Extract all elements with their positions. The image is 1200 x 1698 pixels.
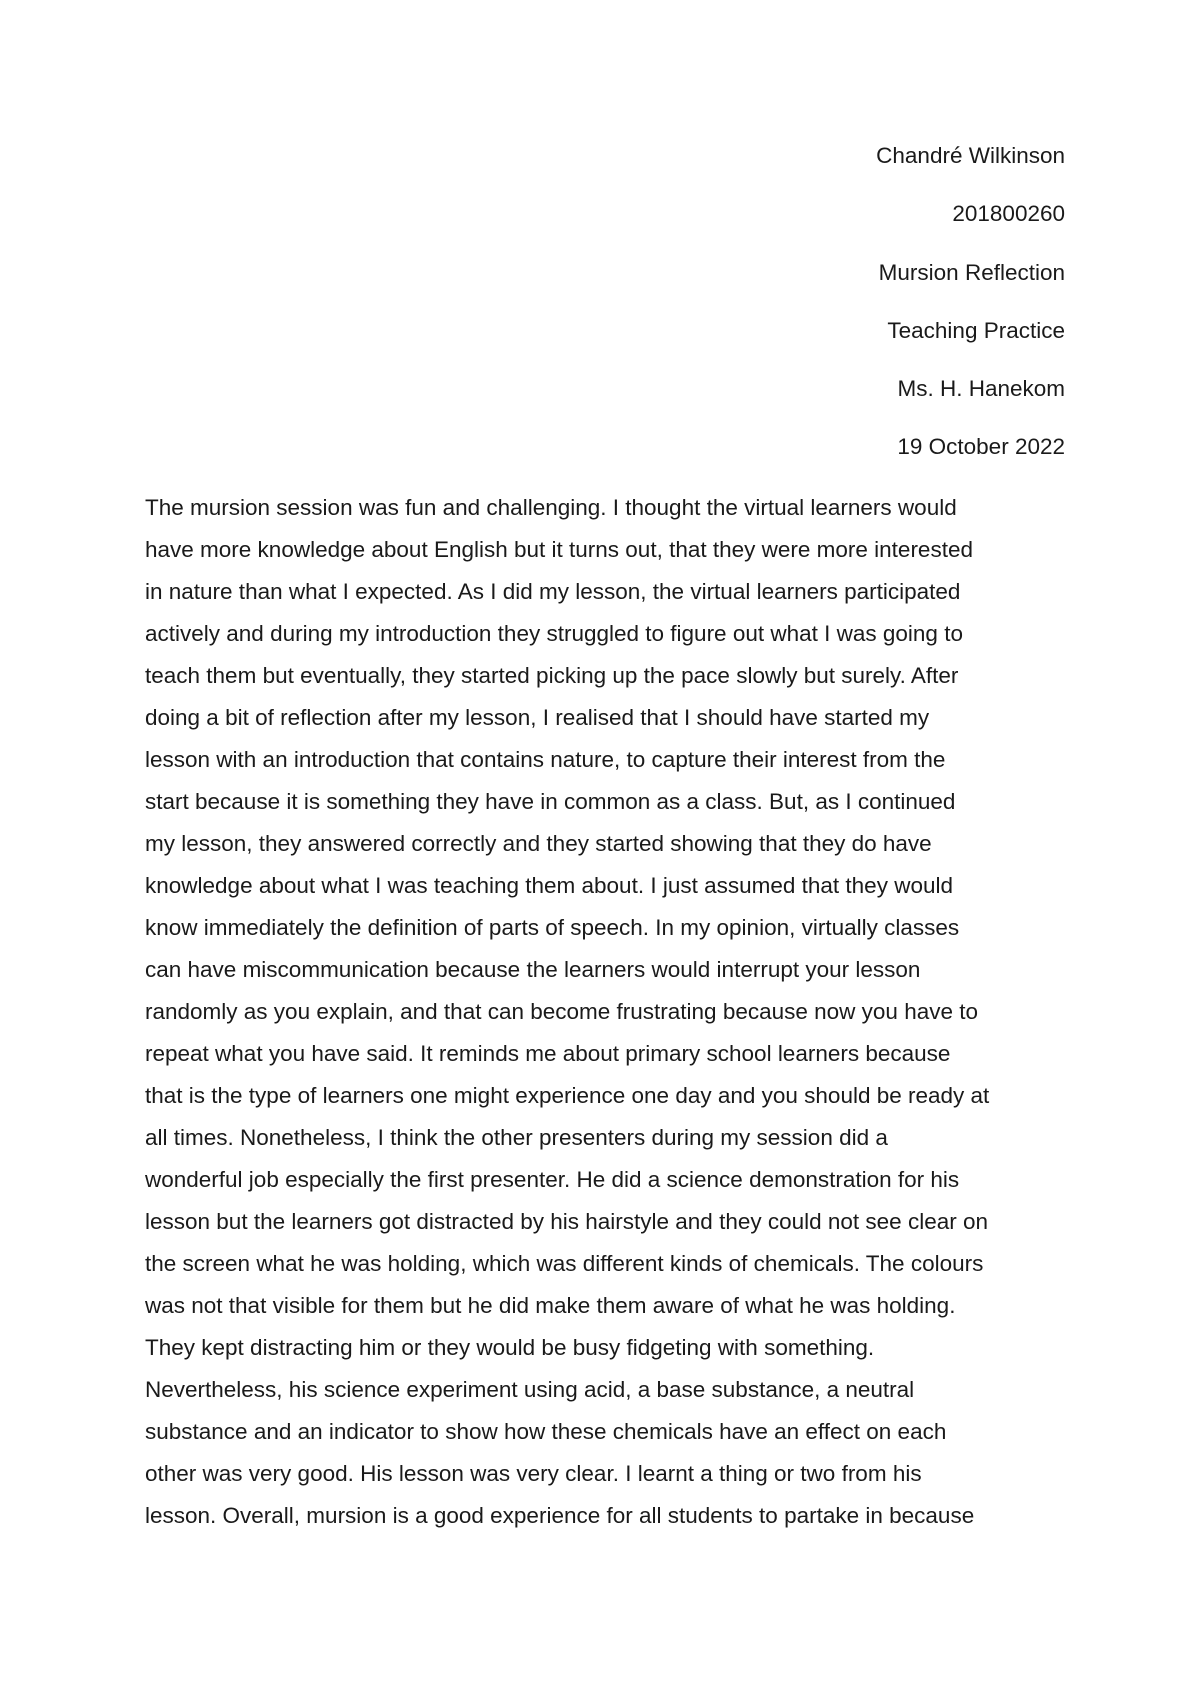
text-line: Nevertheless, his science experiment using acid, a base substance, a neutral xyxy=(145,1377,915,1402)
text-line: have more knowledge about English but it turns out, that they were more interested xyxy=(145,537,973,562)
lecturer-name: Ms. H. Hanekom xyxy=(897,376,1065,402)
text-line: lesson. Overall, mursion is a good experience for all students to partake in because xyxy=(145,1503,975,1528)
text-line: actively and during my introduction they struggled to figure out what I was going to xyxy=(145,621,963,646)
text-line: can have miscommunication because the learners would interrupt your lesson xyxy=(145,957,921,982)
text-line: the screen what he was holding, which was different kinds of chemicals. The colours xyxy=(145,1251,984,1276)
document-date: 19 October 2022 xyxy=(897,434,1065,460)
text-line: all times. Nonetheless, I think the other presenters during my session did a xyxy=(145,1125,888,1150)
body-paragraph xyxy=(145,494,1075,1544)
text-line: in nature than what I expected. As I did my lesson, the virtual learners participated xyxy=(145,579,961,604)
text-line: They kept distracting him or they would be busy fidgeting with something. xyxy=(145,1335,875,1360)
text-line: other was very good. His lesson was very clear. I learnt a thing or two from his xyxy=(145,1461,922,1486)
text-line: wonderful job especially the first presenter. He did a science demonstration for his xyxy=(145,1167,960,1192)
text-line: know immediately the definition of parts of speech. In my opinion, virtually classes xyxy=(145,915,960,940)
text-line: was not that visible for them but he did make them aware of what he was holding. xyxy=(145,1293,956,1318)
course-name: Teaching Practice xyxy=(887,317,1065,343)
text-line: lesson with an introduction that contains nature, to capture their interest from the xyxy=(145,747,946,772)
text-line: randomly as you explain, and that can become frustrating because now you have to xyxy=(145,999,979,1024)
author-name: Chandré Wilkinson xyxy=(876,143,1065,168)
text-line: doing a bit of reflection after my lesson, I realised that I should have started my xyxy=(145,705,930,730)
text-line: repeat what you have said. It reminds me about primary school learners because xyxy=(145,1041,951,1066)
text-line: lesson but the learners got distracted by his hairstyle and they could not see clear on xyxy=(145,1209,988,1234)
text-line: substance and an indicator to show how these chemicals have an effect on each xyxy=(145,1419,947,1444)
text-line: knowledge about what I was teaching them about. I just assumed that they would xyxy=(145,873,953,898)
text-line: that is the type of learners one might experience one day and you should be ready at xyxy=(145,1083,990,1108)
student-number: 201800260 xyxy=(952,201,1065,227)
text-line: my lesson, they answered correctly and they started showing that they do have xyxy=(145,831,932,856)
document-title: Mursion Reflection xyxy=(878,259,1065,285)
text-line: teach them but eventually, they started picking up the pace slowly but surely. After xyxy=(145,663,959,688)
text-line: start because it is something they have in common as a class. But, as I continued xyxy=(145,789,956,814)
text-line: The mursion session was fun and challenging. I thought the virtual learners would xyxy=(145,495,957,520)
header-block xyxy=(465,141,1065,491)
